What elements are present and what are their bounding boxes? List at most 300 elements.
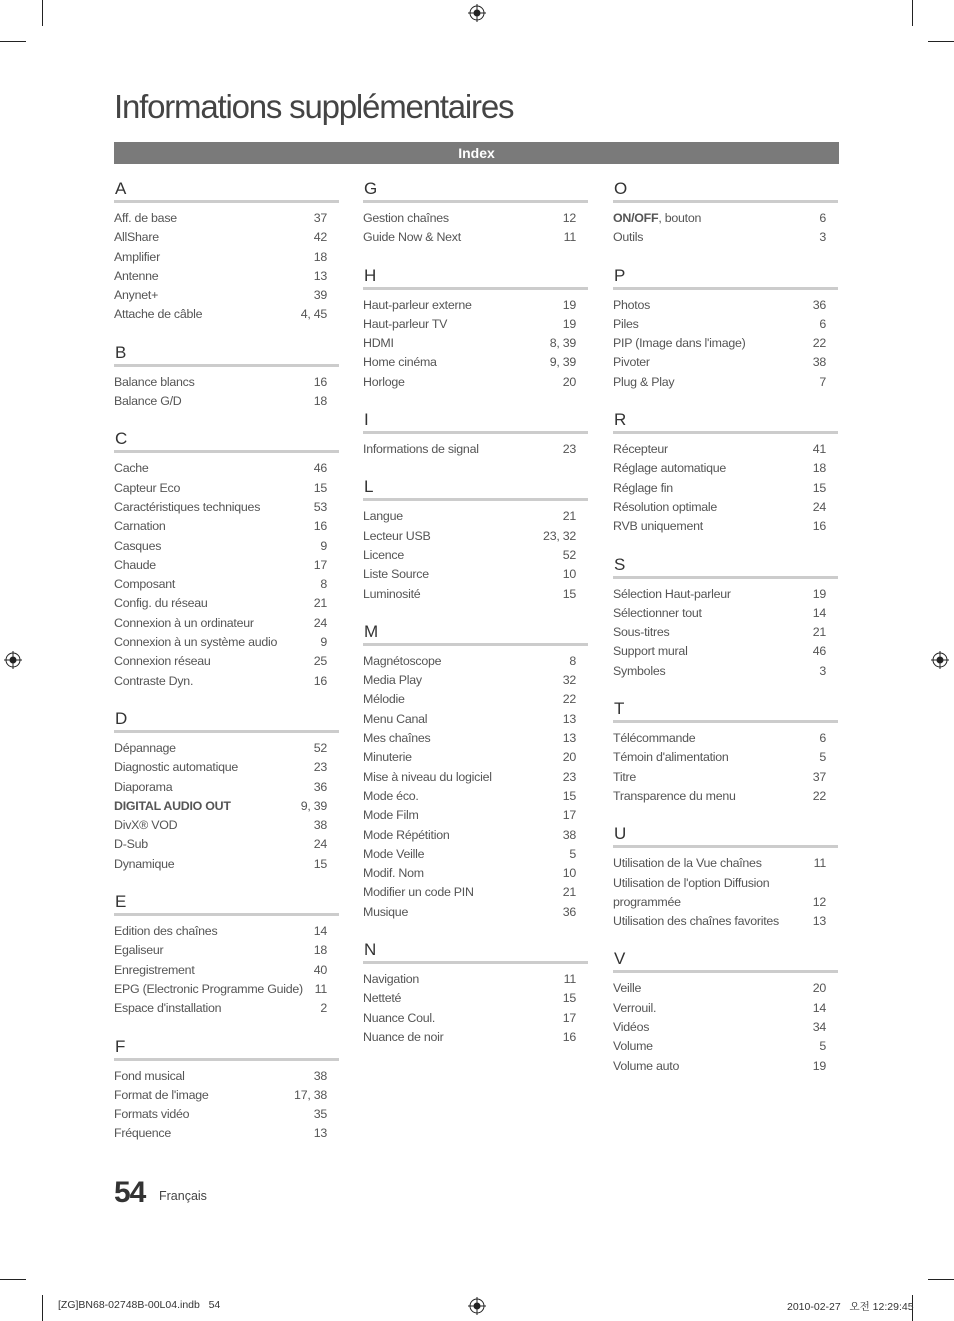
section-letter: N bbox=[364, 940, 377, 960]
entry-page: 37 bbox=[812, 769, 826, 784]
entry-name: Attache de câble bbox=[114, 307, 203, 322]
index-column-2 bbox=[363, 178, 588, 1064]
index-entry bbox=[363, 1009, 588, 1028]
entry-page: 24 bbox=[313, 837, 327, 852]
entry-name: Minuterie bbox=[363, 750, 412, 765]
entry-name: Licence bbox=[363, 547, 404, 562]
entry-page: 36 bbox=[812, 297, 826, 312]
entry-name: Magnétoscope bbox=[363, 653, 442, 668]
entry-name: Musique bbox=[363, 904, 409, 919]
entry-name-rest: , bouton bbox=[658, 211, 702, 225]
section-letter: C bbox=[115, 429, 128, 449]
entry-name: Home cinéma bbox=[363, 355, 437, 370]
crop-mark bbox=[0, 1279, 26, 1280]
entry-name: Enregistrement bbox=[114, 962, 195, 977]
entry-name: Diaporama bbox=[114, 779, 173, 794]
index-section-f bbox=[114, 1036, 339, 1144]
entry-page: 6 bbox=[819, 211, 826, 225]
index-entry bbox=[114, 248, 339, 267]
index-entry bbox=[114, 961, 339, 980]
index-entry bbox=[114, 941, 339, 960]
index-entry bbox=[114, 305, 339, 324]
entry-page: 18 bbox=[313, 249, 327, 264]
entry-page: 38 bbox=[313, 818, 327, 833]
entry-name: Titre bbox=[613, 769, 637, 784]
section-divider bbox=[363, 643, 588, 646]
entry-name: EPG (Electronic Programme Guide) bbox=[114, 981, 303, 996]
entry-name: Composant bbox=[114, 577, 176, 592]
entry-page: 36 bbox=[562, 904, 576, 919]
entry-page: 16 bbox=[313, 374, 327, 389]
index-entry bbox=[363, 296, 588, 315]
index-entry bbox=[114, 778, 339, 797]
index-entry bbox=[363, 845, 588, 864]
entry-name: Carnation bbox=[114, 519, 166, 534]
index-entry bbox=[114, 1067, 339, 1086]
section-letter: P bbox=[614, 265, 626, 285]
entry-page: 9, 39 bbox=[549, 355, 576, 370]
entry-page: 21 bbox=[812, 625, 826, 640]
entry-name: DivX® VOD bbox=[114, 818, 178, 833]
entry-name: Sélectionner tout bbox=[613, 605, 702, 620]
index-entry bbox=[613, 623, 838, 642]
section-letter: D bbox=[115, 708, 128, 728]
entry-page: 19 bbox=[812, 1058, 826, 1073]
entry-name: Navigation bbox=[363, 972, 420, 987]
entry-name: Nuance Coul. bbox=[363, 1010, 436, 1025]
entry-page: 21 bbox=[562, 509, 576, 524]
entry-page: 40 bbox=[313, 962, 327, 977]
section-divider bbox=[363, 431, 588, 434]
index-entry bbox=[114, 594, 339, 613]
index-entry bbox=[114, 286, 339, 305]
entry-page: 46 bbox=[313, 461, 327, 476]
entry-page: 20 bbox=[562, 750, 576, 765]
index-section-c bbox=[114, 428, 339, 691]
entry-name: Haut-parleur TV bbox=[363, 316, 448, 331]
entry-page: 13 bbox=[313, 1126, 327, 1141]
entry-name: Pivoter bbox=[613, 355, 650, 370]
entry-name: Langue bbox=[363, 509, 403, 524]
section-divider bbox=[613, 200, 838, 203]
entry-name: Télécommande bbox=[613, 731, 696, 746]
entry-name: Sélection Haut-parleur bbox=[613, 586, 731, 601]
section-divider bbox=[613, 970, 838, 973]
index-entry bbox=[613, 604, 838, 623]
index-entry bbox=[363, 690, 588, 709]
print-timestamp: 2010-02-27 오전 12:29:45 bbox=[787, 1301, 914, 1313]
index-section-h bbox=[363, 265, 588, 392]
index-section-o bbox=[613, 178, 838, 248]
entry-page: 12 bbox=[562, 211, 576, 225]
entry-name: Réglage automatique bbox=[613, 461, 727, 476]
index-section-r bbox=[613, 409, 838, 536]
section-letter: M bbox=[364, 621, 379, 641]
entry-page: 35 bbox=[313, 1107, 327, 1122]
index-section-d bbox=[114, 708, 339, 874]
entry-name: Luminosité bbox=[363, 586, 421, 601]
index-entry bbox=[114, 672, 339, 691]
entry-name: Plug & Play bbox=[613, 374, 675, 389]
print-file-info: [ZG]BN68-02748B-00L04.indb 54 bbox=[58, 1299, 221, 1311]
index-entry bbox=[613, 787, 838, 806]
index-entry bbox=[363, 710, 588, 729]
index-entry bbox=[613, 748, 838, 767]
entry-page: 7 bbox=[819, 374, 826, 389]
entry-page: 52 bbox=[313, 740, 327, 755]
section-divider bbox=[114, 200, 339, 203]
entry-name: Utilisation de l'option Diffusion programmée bbox=[613, 875, 770, 909]
entry-page: 5 bbox=[819, 1039, 826, 1054]
index-entry bbox=[363, 806, 588, 825]
index-entry bbox=[114, 855, 339, 874]
crop-mark bbox=[928, 1279, 954, 1280]
entry-page: 36 bbox=[313, 779, 327, 794]
index-entry bbox=[363, 768, 588, 787]
entry-name: Connexion à un ordinateur bbox=[114, 615, 254, 630]
entry-page: 3 bbox=[819, 663, 826, 678]
section-divider bbox=[613, 576, 838, 579]
entry-page: 9 bbox=[320, 635, 327, 650]
entry-name-bold: ON/OFF bbox=[613, 211, 659, 225]
entry-name: Mode Film bbox=[363, 808, 419, 823]
entry-name: Media Play bbox=[363, 673, 422, 688]
index-entry bbox=[613, 979, 838, 998]
section-letter: F bbox=[115, 1036, 126, 1056]
index-entry bbox=[363, 507, 588, 526]
index-entry bbox=[363, 729, 588, 748]
index-section-g bbox=[363, 178, 588, 248]
registration-mark-icon bbox=[468, 4, 486, 22]
index-entry bbox=[613, 479, 838, 498]
index-entry bbox=[613, 517, 838, 536]
entry-name: Fréquence bbox=[114, 1126, 171, 1141]
entry-page: 4, 45 bbox=[300, 307, 327, 322]
entry-page: 2 bbox=[320, 1001, 327, 1016]
entry-page: 38 bbox=[812, 355, 826, 370]
entry-name: Sous-titres bbox=[613, 625, 670, 640]
language-label: Français bbox=[159, 1189, 207, 1203]
entry-page: 20 bbox=[812, 981, 826, 996]
entry-name: Guide Now & Next bbox=[363, 230, 461, 245]
entry-page: 15 bbox=[562, 991, 576, 1006]
index-entry bbox=[613, 228, 838, 247]
entry-name: Mode éco. bbox=[363, 788, 419, 803]
index-section-p bbox=[613, 265, 838, 392]
entry-page: 16 bbox=[812, 519, 826, 534]
entry-page: 24 bbox=[313, 615, 327, 630]
entry-page: 13 bbox=[562, 731, 576, 746]
section-letter: T bbox=[614, 699, 625, 719]
entry-page: 22 bbox=[812, 336, 826, 351]
entry-name: Réglage fin bbox=[613, 480, 673, 495]
section-letter: S bbox=[614, 554, 626, 574]
entry-page: 18 bbox=[313, 394, 327, 409]
index-entry bbox=[613, 874, 838, 913]
entry-page: 11 bbox=[813, 856, 826, 871]
entry-page: 15 bbox=[313, 480, 327, 495]
entry-name: Mode Répétition bbox=[363, 827, 450, 842]
section-divider bbox=[114, 450, 339, 453]
crop-mark bbox=[42, 1295, 43, 1321]
section-letter: O bbox=[614, 179, 628, 198]
entry-name: Horloge bbox=[363, 374, 405, 389]
crop-mark bbox=[928, 41, 954, 42]
entry-page: 25 bbox=[313, 654, 327, 669]
section-letter: G bbox=[364, 179, 378, 198]
index-entry bbox=[114, 758, 339, 777]
entry-name: Balance blancs bbox=[114, 374, 195, 389]
entry-page: 17 bbox=[562, 1010, 576, 1025]
section-letter: L bbox=[364, 477, 374, 497]
index-column-3 bbox=[613, 178, 838, 1093]
entry-name: Antenne bbox=[114, 268, 159, 283]
section-letter: A bbox=[115, 179, 127, 198]
entry-name: Egaliseur bbox=[114, 943, 164, 958]
index-entry bbox=[363, 903, 588, 922]
index-entry bbox=[114, 633, 339, 652]
entry-page: 53 bbox=[313, 499, 327, 514]
entry-page: 9, 39 bbox=[300, 798, 327, 813]
entry-name: Symboles bbox=[613, 663, 666, 678]
index-entry bbox=[613, 209, 838, 228]
index-entry bbox=[613, 1037, 838, 1056]
index-entry bbox=[363, 826, 588, 845]
entry-page: 18 bbox=[812, 461, 826, 476]
index-entry bbox=[613, 768, 838, 787]
index-entry bbox=[114, 556, 339, 575]
entry-name: Haut-parleur externe bbox=[363, 297, 472, 312]
index-entry bbox=[114, 459, 339, 478]
entry-name: Cache bbox=[114, 461, 149, 476]
entry-page: 5 bbox=[819, 750, 826, 765]
index-entry bbox=[613, 334, 838, 353]
entry-page: 10 bbox=[562, 866, 576, 881]
index-entry bbox=[363, 209, 588, 228]
index-entry bbox=[363, 883, 588, 902]
registration-mark-icon bbox=[468, 1297, 486, 1315]
entry-page: 23, 32 bbox=[543, 528, 576, 543]
entry-name: Informations de signal bbox=[363, 442, 479, 457]
entry-name: Mode Veille bbox=[363, 846, 425, 861]
entry-page: 10 bbox=[562, 567, 576, 582]
entry-name: Utilisation des chaînes favorites bbox=[613, 914, 779, 929]
entry-page: 13 bbox=[313, 268, 327, 283]
entry-page: 19 bbox=[562, 316, 576, 331]
entry-page: 3 bbox=[819, 230, 826, 245]
section-letter: E bbox=[115, 892, 127, 912]
entry-name: Formats vidéo bbox=[114, 1107, 190, 1122]
index-entry bbox=[114, 816, 339, 835]
entry-name: Dépannage bbox=[114, 740, 176, 755]
entry-name: Nuance de noir bbox=[363, 1029, 444, 1044]
entry-page: 39 bbox=[313, 288, 327, 303]
entry-page: 24 bbox=[812, 499, 826, 514]
entry-name: Résolution optimale bbox=[613, 499, 718, 514]
entry-page: 5 bbox=[569, 846, 576, 861]
index-entry bbox=[613, 440, 838, 459]
entry-page: 22 bbox=[562, 692, 576, 707]
index-entry bbox=[363, 671, 588, 690]
entry-name: AllShare bbox=[114, 230, 159, 245]
section-letter: R bbox=[614, 410, 627, 430]
entry-page: 34 bbox=[812, 1020, 826, 1035]
entry-page: 14 bbox=[313, 924, 327, 939]
index-entry bbox=[363, 373, 588, 392]
index-section-e bbox=[114, 891, 339, 1018]
index-entry bbox=[114, 835, 339, 854]
index-entry bbox=[363, 353, 588, 372]
entry-name: Photos bbox=[613, 297, 651, 312]
index-entry bbox=[613, 999, 838, 1018]
index-banner: Index bbox=[114, 142, 839, 164]
entry-name: RVB uniquement bbox=[613, 519, 703, 534]
entry-page: 12 bbox=[812, 894, 826, 909]
entry-name: Témoin d'alimentation bbox=[613, 750, 729, 765]
entry-name: DIGITAL AUDIO OUT bbox=[114, 798, 231, 813]
index-entry bbox=[114, 517, 339, 536]
entry-name: Config. du réseau bbox=[114, 596, 208, 611]
section-letter: H bbox=[364, 265, 377, 285]
index-entry bbox=[114, 209, 339, 228]
index-entry bbox=[613, 912, 838, 931]
registration-mark-icon bbox=[931, 651, 949, 669]
entry-name: Connexion réseau bbox=[114, 654, 211, 669]
index-entry bbox=[613, 498, 838, 517]
index-section-v bbox=[613, 948, 838, 1075]
entry-name: Modifier un code PIN bbox=[363, 885, 474, 900]
index-entry bbox=[613, 353, 838, 372]
entry-name: D-Sub bbox=[114, 837, 148, 852]
index-entry bbox=[363, 228, 588, 247]
index-entry bbox=[363, 315, 588, 334]
entry-page: 14 bbox=[812, 1000, 826, 1015]
entry-name: Veille bbox=[613, 981, 642, 996]
index-entry bbox=[114, 498, 339, 517]
entry-page: 18 bbox=[313, 943, 327, 958]
index-entry bbox=[114, 980, 339, 999]
entry-name: Edition des chaînes bbox=[114, 924, 218, 939]
entry-page: 15 bbox=[812, 480, 826, 495]
entry-name: Netteté bbox=[363, 991, 402, 1006]
section-divider bbox=[613, 845, 838, 848]
index-entry bbox=[114, 1086, 339, 1105]
section-letter: I bbox=[364, 410, 369, 430]
index-entry bbox=[613, 459, 838, 478]
index-entry bbox=[613, 729, 838, 748]
index-section-s bbox=[613, 554, 838, 681]
entry-page: 20 bbox=[562, 374, 576, 389]
index-section-b bbox=[114, 342, 339, 412]
index-entry bbox=[114, 652, 339, 671]
entry-page: 21 bbox=[313, 596, 327, 611]
index-entry bbox=[114, 614, 339, 633]
entry-name: Verrouil. bbox=[613, 1000, 657, 1015]
entry-name: Récepteur bbox=[613, 442, 668, 457]
entry-name: Amplifier bbox=[114, 249, 160, 264]
page-title: Informations supplémentaires bbox=[114, 88, 514, 125]
entry-page: 15 bbox=[562, 586, 576, 601]
entry-page: 13 bbox=[812, 914, 826, 929]
entry-page: 16 bbox=[562, 1029, 576, 1044]
section-divider bbox=[114, 913, 339, 916]
entry-name: Caractéristiques techniques bbox=[114, 499, 261, 514]
index-section-l bbox=[363, 476, 588, 603]
index-entry bbox=[363, 652, 588, 671]
index-section-a bbox=[114, 178, 339, 325]
entry-name: Capteur Eco bbox=[114, 480, 181, 495]
section-letter: V bbox=[614, 949, 626, 969]
section-divider bbox=[114, 1058, 339, 1061]
entry-page: 41 bbox=[812, 442, 826, 457]
index-entry bbox=[363, 864, 588, 883]
index-entry bbox=[114, 228, 339, 247]
entry-page: 11 bbox=[314, 981, 327, 996]
index-entry bbox=[363, 527, 588, 546]
entry-name: Diagnostic automatique bbox=[114, 760, 238, 775]
section-divider bbox=[613, 431, 838, 434]
index-entry bbox=[613, 642, 838, 661]
entry-page: 16 bbox=[313, 519, 327, 534]
entry-page: 6 bbox=[819, 316, 826, 331]
index-entry bbox=[114, 267, 339, 286]
index-entry bbox=[114, 392, 339, 411]
entry-name: Fond musical bbox=[114, 1068, 185, 1083]
section-divider bbox=[363, 200, 588, 203]
section-divider bbox=[613, 720, 838, 723]
index-entry bbox=[363, 787, 588, 806]
entry-page: 17 bbox=[313, 557, 327, 572]
index-section-i bbox=[363, 409, 588, 459]
entry-page: 23 bbox=[562, 442, 576, 457]
entry-name: Contraste Dyn. bbox=[114, 673, 194, 688]
crop-mark bbox=[42, 0, 43, 26]
entry-name: Chaude bbox=[114, 557, 156, 572]
entry-name: PIP (Image dans l'image) bbox=[613, 336, 746, 351]
entry-name: Anynet+ bbox=[114, 288, 159, 303]
section-letter: B bbox=[115, 342, 127, 362]
index-entry bbox=[613, 373, 838, 392]
section-divider bbox=[613, 287, 838, 290]
entry-name: Liste Source bbox=[363, 567, 429, 582]
index-entry bbox=[363, 585, 588, 604]
entry-page: 19 bbox=[562, 297, 576, 312]
entry-page: 17, 38 bbox=[294, 1087, 327, 1102]
entry-page: 52 bbox=[562, 547, 576, 562]
section-divider bbox=[114, 730, 339, 733]
entry-name: Casques bbox=[114, 538, 162, 553]
entry-name: Transparence du menu bbox=[613, 788, 736, 803]
section-divider bbox=[363, 961, 588, 964]
section-divider bbox=[363, 287, 588, 290]
index-entry bbox=[114, 373, 339, 392]
index-entry bbox=[114, 922, 339, 941]
entry-name: Format de l'image bbox=[114, 1087, 209, 1102]
entry-page: 32 bbox=[562, 673, 576, 688]
entry-name: Utilisation de la Vue chaînes bbox=[613, 856, 762, 871]
entry-name: HDMI bbox=[363, 336, 394, 351]
entry-name: Lecteur USB bbox=[363, 528, 431, 543]
entry-page: 46 bbox=[812, 644, 826, 659]
index-entry bbox=[363, 546, 588, 565]
entry-page: 23 bbox=[313, 760, 327, 775]
entry-name: Vidéos bbox=[613, 1020, 650, 1035]
entry-page: 6 bbox=[819, 731, 826, 746]
index-entry bbox=[363, 989, 588, 1008]
index-entry bbox=[363, 1028, 588, 1047]
entry-name: Dynamique bbox=[114, 856, 175, 871]
section-letter: U bbox=[614, 824, 627, 844]
